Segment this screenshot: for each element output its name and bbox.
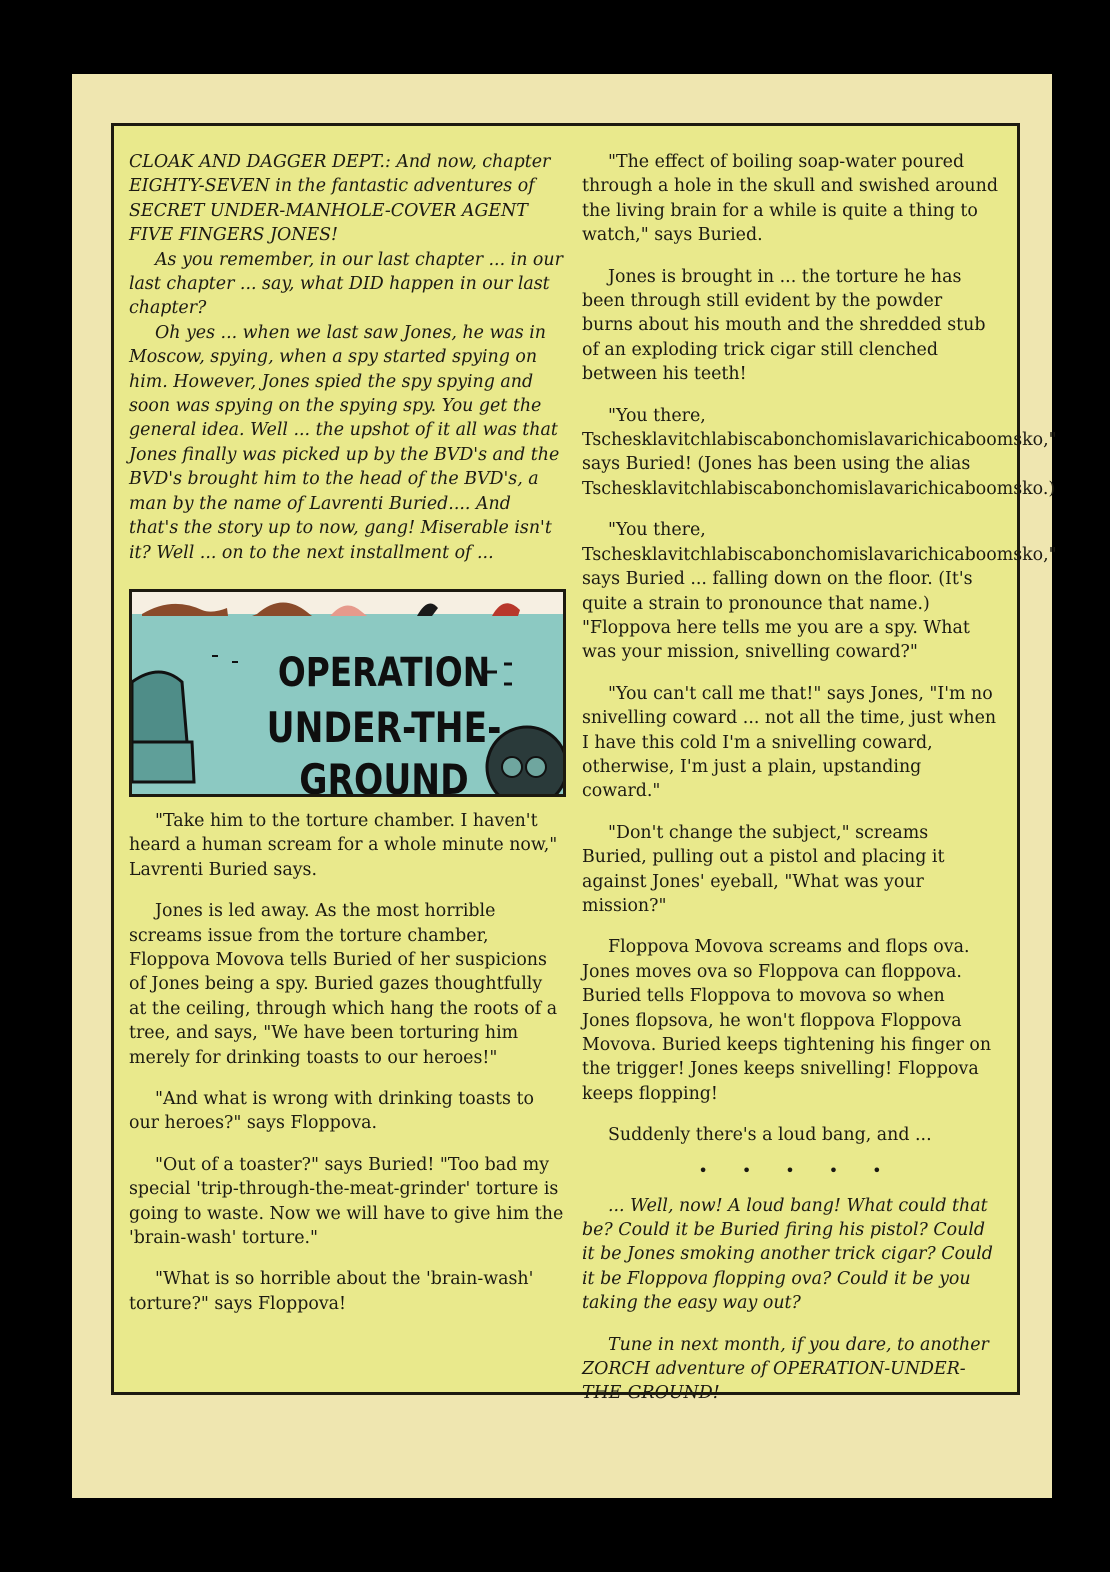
story-paragraph: Jones is led away. As the most horrible screams issue from the torture chamber, Floppova Movova tells Buried of her suspicions of Jones being a spy. Buried gazes thoughtfully at the ceiling, through which hang the roots of a tree, and says, "We have been torturing him merely for drinking toasts to our heroes!" bbox=[129, 901, 558, 1068]
dot: • bbox=[741, 1160, 752, 1180]
story-paragraph: "And what is wrong with drinking toasts to our heroes?" says Floppova. bbox=[129, 1088, 534, 1134]
story-paragraph: "You there, Tschesklavitchlabiscabonchomislavarichicaboomsko," says Buried! (Jones has been using the alias Tschesklavitchlabiscabonchomislavarichicaboomsko.) bbox=[582, 405, 1057, 499]
dot: • bbox=[828, 1160, 839, 1180]
right-column bbox=[582, 150, 1057, 1406]
story-paragraph: "You can't call me that!" says Jones, "I'm no snivelling coward ... not all the time, just when I have this cold I'm a snivelling coward, otherwise, I'm just a plain, upstanding coward." bbox=[582, 683, 997, 802]
dot: • bbox=[698, 1160, 708, 1180]
story-paragraph: "Take him to the torture chamber. I haven't heard a human scream for a whole minute now," Lavrenti Buried says. bbox=[129, 810, 558, 880]
dot: • bbox=[872, 1160, 882, 1180]
banner-title-line1: OPERATION bbox=[277, 649, 491, 696]
story-paragraph: "What is so horrible about the 'brain-wash' torture?" says Floppova! bbox=[129, 1269, 534, 1314]
dot: • bbox=[785, 1160, 795, 1180]
story-paragraph: Floppova Movova screams and flops ova. Jones moves ova so Floppova can floppova. Buried tells Floppova to movova so when Jones flopsova, he won't floppova Floppova Movova. Buried keeps tightening his finger on the trigger! Jones keeps snivelling! Floppova keeps flopping! bbox=[582, 937, 992, 1104]
intro-paragraph: Oh yes ... when we last saw Jones, he was in Moscow, spying, when a spy started spying on him. However, Jones spied the spy spying and soon was spying on the spying spy. You get the general idea. Well ... the upshot of it all was that Jones finally was picked up by the BVD's and the BVD's brought him to the head of the BVD's, a man by the name of Lavrenti Buried.... And that's the story up to now, gang! Miserable isn't it? Well ... on to the next installment of ... bbox=[129, 322, 560, 563]
story-paragraph: Jones is brought in ... the torture he has been through still evident by the powder burns about his mouth and the shredded stub of an exploding trick cigar still clenched between his teeth! bbox=[582, 266, 986, 385]
outro-paragraph: Tune in next month, if you dare, to another ZORCH adventure of OPERATION-UNDER-THE-GROUND! bbox=[582, 1334, 989, 1404]
left-column bbox=[129, 150, 565, 1316]
text-panel bbox=[111, 123, 1057, 1404]
intro-paragraph: As you remember, in our last chapter ... in our last chapter ... say, what DID happen in our last chapter? bbox=[129, 249, 563, 319]
intro-paragraph: CLOAK AND DAGGER DEPT.: And now, chapter EIGHTY-SEVEN in the fantastic adventures of SECRET UNDER-MANHOLE-COVER AGENT FIVE FINGERS JONES! bbox=[129, 152, 551, 246]
story-paragraph: "Don't change the subject," screams Buried, pulling out a pistol and placing it against Jones' eyeball, "What was your mission?" bbox=[582, 822, 945, 916]
story-paragraph: Suddenly there's a loud bang, and ... bbox=[608, 1125, 932, 1146]
banner-title-line2: UNDER-THE-GROUND bbox=[266, 702, 502, 797]
section-break-dots bbox=[582, 1160, 998, 1182]
banner-title bbox=[253, 650, 515, 797]
story-paragraph: "The effect of boiling soap-water poured through a hole in the skull and swished around the living brain for a while is quite a thing to watch," says Buried. bbox=[582, 152, 998, 246]
story-paragraph: "You there, Tschesklavitchlabiscabonchomislavarichicaboomsko," says Buried ... falling down on the floor. (It's quite a strain to pronounce that name.) "Floppova here tells me you are a spy. What was your mission, snivelling coward?" bbox=[582, 520, 1057, 663]
title-banner bbox=[129, 589, 566, 797]
story-paragraph: "Out of a toaster?" says Buried! "Too bad my special 'trip-through-the-meat-grinder' torture is going to waste. Now we will have to give him the 'brain-wash' torture." bbox=[129, 1154, 564, 1248]
outro-paragraph: ... Well, now! A loud bang! What could that be? Could it be Buried firing his pistol? Could it be Jones smoking another trick cigar? Could it be Floppova flopping ova? Could it be you taking the easy way out? bbox=[582, 1195, 993, 1314]
